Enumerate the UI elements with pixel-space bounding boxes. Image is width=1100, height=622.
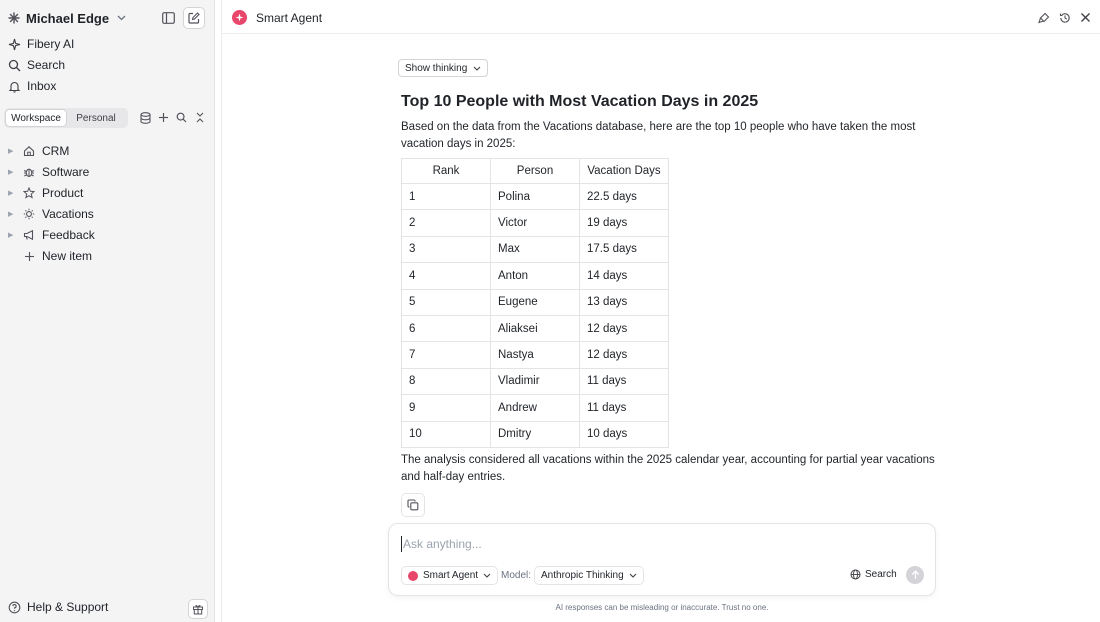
nav-label: Search (27, 58, 66, 72)
nav-search[interactable] (8, 56, 65, 74)
show-thinking-label: Show thinking (405, 62, 468, 74)
new-item-button[interactable] (22, 247, 92, 265)
tree-item-software[interactable] (8, 163, 89, 181)
nav-label: Inbox (27, 79, 57, 93)
tab-personal[interactable]: Personal (76, 112, 116, 124)
web-search-toggle[interactable] (850, 569, 897, 580)
tree-item-label: CRM (42, 144, 70, 158)
days-cell: 13 days (580, 289, 669, 315)
person-cell: Vladimir (491, 368, 580, 394)
vacation-table (401, 158, 669, 448)
tree-item-label: Feedback (42, 228, 95, 242)
copy-icon[interactable] (401, 493, 425, 517)
search-toggle-label: Search (865, 569, 897, 580)
chevron-down-icon (483, 573, 491, 578)
table-row (402, 236, 669, 262)
table-row (402, 289, 669, 315)
agent-selector[interactable] (401, 566, 498, 585)
person-cell: Aliaksei (491, 315, 580, 341)
help-circle-icon (8, 601, 21, 614)
nav-fibery-ai[interactable] (8, 35, 74, 53)
ai-disclaimer: AI responses can be misleading or inaccurate. Trust no one. (555, 603, 769, 612)
person-cell: Max (491, 236, 580, 262)
person-cell: Polina (491, 184, 580, 210)
message-intro: Based on the data from the Vacations database, here are the top 10 people who have taken the most vacation days in 2025: (401, 121, 916, 150)
days-cell: 17.5 days (580, 236, 669, 262)
workspace-logo-icon (8, 12, 20, 24)
nav-label: Fibery AI (27, 37, 75, 51)
space-tools (139, 111, 206, 124)
chevron-down-icon (473, 66, 481, 71)
rank-cell: 7 (402, 342, 491, 368)
gift-icon[interactable] (188, 599, 208, 619)
tree-item-label: Vacations (42, 207, 94, 221)
days-cell: 19 days (580, 210, 669, 236)
rank-cell: 2 (402, 210, 491, 236)
chat-title: Smart Agent (256, 11, 323, 25)
rank-cell: 9 (402, 395, 491, 421)
days-cell: 14 days (580, 263, 669, 289)
days-cell: 11 days (580, 368, 669, 394)
chevron-down-icon (629, 573, 637, 578)
sun-icon (22, 207, 36, 221)
person-cell: Victor (491, 210, 580, 236)
megaphone-icon (22, 228, 36, 242)
tree-item-product[interactable] (8, 184, 83, 202)
days-cell: 22.5 days (580, 184, 669, 210)
table-row (402, 184, 669, 210)
workspace-switcher[interactable] (8, 8, 126, 28)
smart-agent-logo-icon (232, 10, 247, 25)
tree-item-crm[interactable] (8, 142, 69, 160)
new-item-label: New item (42, 249, 93, 263)
clean-chat-icon[interactable] (1037, 11, 1050, 24)
show-thinking-button[interactable] (398, 59, 488, 77)
message-outro: The analysis considered all vacations within the 2025 calendar year, accounting for partial year vacations and half-day entries. (401, 454, 935, 483)
days-cell: 11 days (580, 395, 669, 421)
person-cell: Nastya (491, 342, 580, 368)
sparkle-icon (8, 38, 21, 51)
table-row (402, 368, 669, 394)
tree-item-vacations[interactable] (8, 205, 94, 223)
chat-header (222, 0, 1100, 34)
caret-right-icon[interactable]: ▶ (8, 211, 14, 218)
search-icon[interactable] (175, 111, 188, 124)
table-row (402, 421, 669, 447)
caret-right-icon[interactable]: ▶ (8, 148, 14, 155)
rank-cell: 1 (402, 184, 491, 210)
person-cell: Eugene (491, 289, 580, 315)
help-support-button[interactable] (8, 600, 108, 614)
days-cell: 12 days (580, 342, 669, 368)
model-selector[interactable] (534, 566, 644, 585)
table-header-row (402, 159, 669, 184)
sidebar (0, 0, 215, 622)
model-selector-value: Anthropic Thinking (541, 570, 624, 581)
space-tabs (4, 108, 128, 128)
collapse-all-icon[interactable] (193, 111, 206, 124)
send-arrow-icon[interactable] (906, 566, 924, 584)
tree-item-label: Software (42, 165, 90, 179)
days-cell: 10 days (580, 421, 669, 447)
rank-cell: 4 (402, 263, 491, 289)
plus-icon (22, 249, 36, 263)
workspace-name: Michael Edge (26, 10, 110, 26)
chat-panel (221, 0, 1100, 622)
toggle-sidebar-icon[interactable] (158, 8, 178, 28)
message-title: Top 10 People with Most Vacation Days in 2025 (401, 93, 759, 110)
database-icon[interactable] (139, 111, 152, 124)
person-cell: Anton (491, 263, 580, 289)
ask-input[interactable] (401, 536, 821, 552)
plus-icon[interactable] (157, 111, 170, 124)
rank-cell: 3 (402, 236, 491, 262)
rank-cell: 6 (402, 315, 491, 341)
tree-item-feedback[interactable] (8, 226, 95, 244)
help-label: Help & Support (27, 600, 109, 614)
house-icon (22, 144, 36, 158)
person-cell: Andrew (491, 395, 580, 421)
column-header: Person (491, 159, 580, 184)
rank-cell: 8 (402, 368, 491, 394)
caret-right-icon[interactable]: ▶ (8, 232, 14, 239)
rank-cell: 5 (402, 289, 491, 315)
search-icon (8, 59, 21, 72)
caret-right-icon[interactable]: ▶ (8, 169, 14, 176)
smart-agent-logo-icon (408, 571, 418, 581)
bug-icon (22, 165, 36, 179)
table-row (402, 263, 669, 289)
close-icon[interactable] (1079, 11, 1092, 24)
header-actions (1037, 11, 1092, 24)
column-header: Rank (402, 159, 491, 184)
caret-right-icon[interactable]: ▶ (8, 190, 14, 197)
tab-workspace[interactable]: Workspace (6, 110, 66, 126)
table-row (402, 210, 669, 236)
bell-icon (8, 80, 21, 93)
nav-inbox[interactable] (8, 77, 56, 95)
chevron-down-icon (117, 13, 126, 24)
message-composer (388, 523, 936, 596)
tree-item-label: Product (42, 186, 84, 200)
history-icon[interactable] (1058, 11, 1071, 24)
table-row (402, 315, 669, 341)
globe-icon (850, 569, 861, 580)
person-cell: Dmitry (491, 421, 580, 447)
table-row (402, 342, 669, 368)
column-header: Vacation Days (580, 159, 669, 184)
rank-cell: 10 (402, 421, 491, 447)
star-icon (22, 186, 36, 200)
agent-selector-label: Smart Agent (423, 570, 479, 581)
compose-icon[interactable] (183, 7, 205, 29)
table-row (402, 395, 669, 421)
days-cell: 12 days (580, 315, 669, 341)
model-label: Model: (501, 570, 532, 581)
